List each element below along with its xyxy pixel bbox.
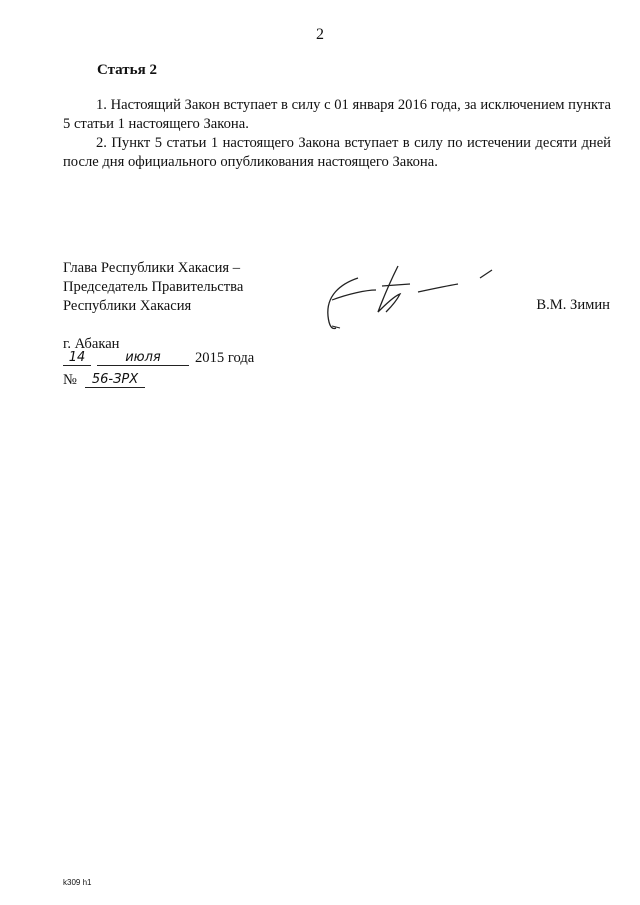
date-month: июля: [97, 350, 189, 366]
article-title: Статья 2: [97, 62, 157, 78]
number-sign: №: [63, 372, 77, 388]
article-paragraph-1: [63, 96, 611, 134]
date-day: 14: [63, 350, 91, 366]
paragraph-text: 2. Пункт 5 статьи 1 настоящего Закона вступает в силу по истечении десяти дней после дня официального опубликования настоящего Закона.: [63, 135, 611, 170]
date-year: 2015 года: [195, 350, 255, 366]
signer-position: [63, 259, 243, 316]
law-number-value: 56-ЗРХ: [85, 372, 145, 388]
law-number: [63, 372, 183, 394]
page-number: 2: [316, 26, 324, 43]
paragraph-text: 1. Настоящий Закон вступает в силу с 01 января 2016 года, за исключением пункта 5 статьи 1 настоящего Закона.: [63, 97, 611, 132]
position-line: Глава Республики Хакасия –: [63, 260, 241, 276]
position-line: Председатель Правительства: [63, 279, 244, 295]
footer-code: k309 h1: [63, 878, 92, 887]
signing-date: [63, 350, 283, 372]
position-line: Республики Хакасия: [63, 298, 192, 314]
handwritten-signature: [318, 256, 508, 336]
place-city: г. Абакан: [63, 336, 120, 352]
article-paragraph-2: [63, 134, 611, 172]
signer-name: В.М. Зимин: [536, 297, 610, 313]
